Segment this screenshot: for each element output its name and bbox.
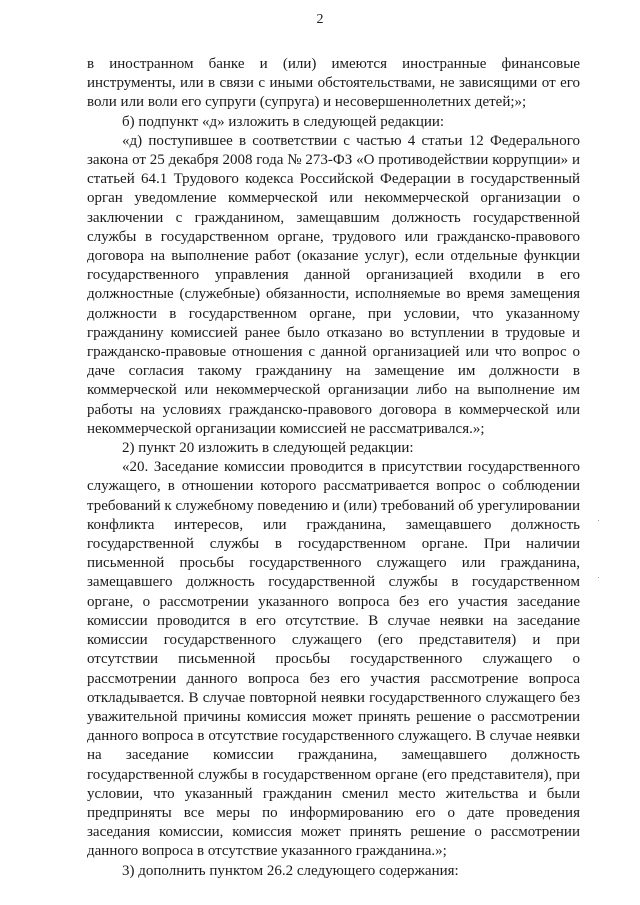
paragraph-subitem-d: «д) поступившее в соответствии с частью 4 статьи 12 Федерального закона от 25 декабря 2008 года № 273-ФЗ «О противодействии коррупции» и статьей 64.1 Трудового кодекса Российской Федерации в государственный орган уведомление коммерческой или некоммерческой организации о заключении с гражданином, замещавшим должность государственной службы в государственном органе, трудового или гражданско-правового договора на выполнение работ (оказание услуг), если отдельные функции государственного управления данной организацией входили в его должностные (служебные) обязанности, исполняемые во время замещения должности в государственном органе, при условии, что указанному гражданину комиссией ранее было отказано во вступлении в трудовые и гражданско-правовые отношения с данной организацией или что вопрос о даче согласия такому гражданину на замещение им должности в коммерческой или некоммерческой организации либо на выполнение им работы на условиях гражданско-правового договора в коммерческой или некоммерческой организации комиссией не рассматривался.»; xyxy=(87,132,580,437)
paragraph-continuation: в иностранном банке и (или) имеются иностранные финансовые инструменты, или в связи с иными обстоятельствами, не зависящими от его воли или воли его супруги (супруга) и несовершеннолетних детей;»; xyxy=(87,56,580,111)
scan-speck xyxy=(598,577,599,578)
paragraph-item-20: «20. Заседание комиссии проводится в присутствии государственного служащего, в отношении которого рассматривается вопрос о соблюдении требований к служебному поведению и (или) требований об урегулировании конфликта интересов, или гражданина, замещавшего должность государственной службы в государственном органе. При наличии письменной просьбы государственного служащего или гражданина, замещавшего должность государственной службы в государственном органе, о рассмотрении указанного вопроса без его участия заседание комиссии проводится в его отсутствие. В случае неявки на заседание комиссии государственного служащего (его представителя) и при отсутствии письменной просьбы государственного служащего о рассмотрении данного вопроса без его участия рассмотрение вопроса откладывается. В случае повторной неявки государственного служащего без уважительной причины комиссия может принять решение о рассмотрении данного вопроса в отсутствие государственного служащего. В случае неявки на заседание комиссии гражданина, замещавшего должность государственной службы в государственном органе (его представителя), при условии, что указанный гражданин сменил место жительства и были предприняты все меры по информированию его о дате проведения заседания комиссии, комиссия может принять решение о рассмотрении данного вопроса в отсутствие указанного гражданина.»; xyxy=(87,459,580,860)
page-number: 2 xyxy=(316,12,324,27)
paragraph-subitem-b: б) подпункт «д» изложить в следующей редакции: xyxy=(122,113,445,130)
paragraph-item-2: 2) пункт 20 изложить в следующей редакции: xyxy=(122,440,414,457)
paragraph-item-3: 3) дополнить пунктом 26.2 следующего содержания: xyxy=(122,862,459,879)
document-body xyxy=(87,55,580,881)
scan-speck xyxy=(598,520,599,521)
